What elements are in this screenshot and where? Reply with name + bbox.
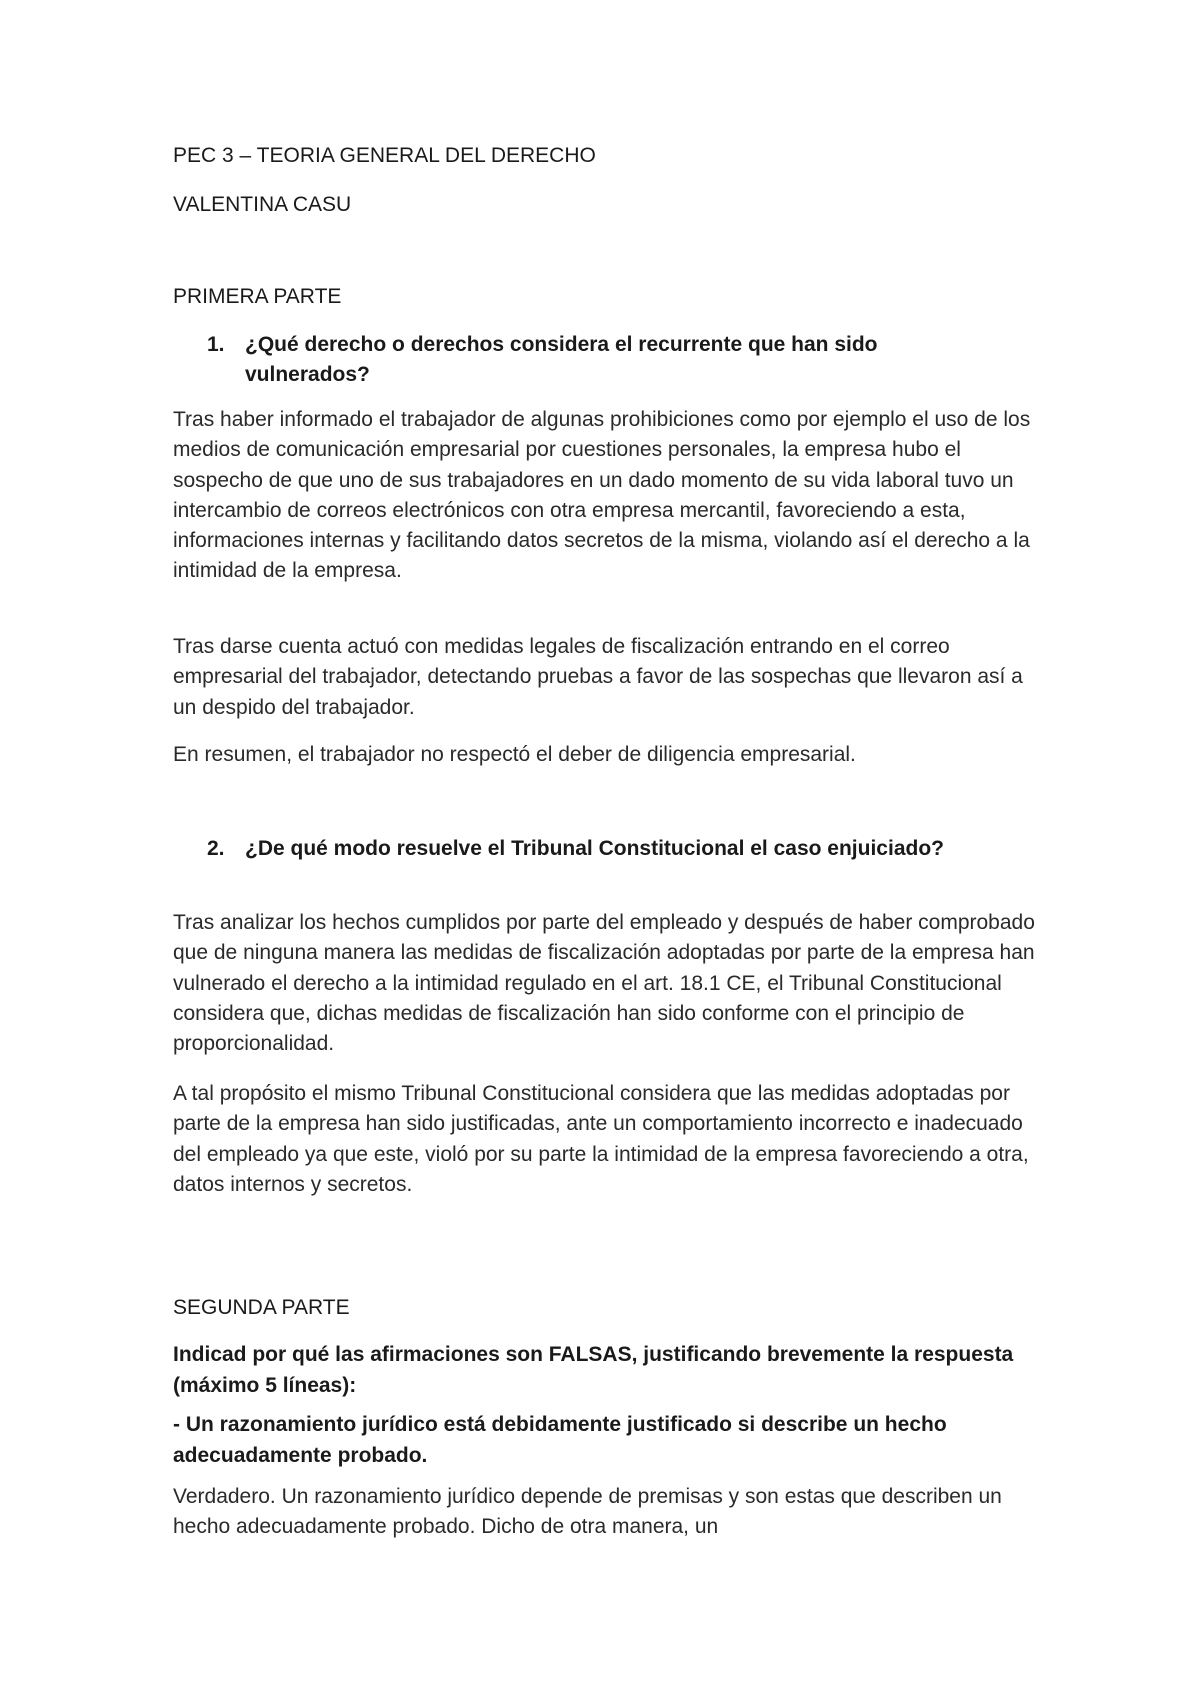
statement-1-answer: Verdadero. Un razonamiento jurídico depende de premisas y son estas que describen un hecho adecuadamente probado. Dicho de otra manera, un (173, 1485, 1002, 1539)
part1-heading: PRIMERA PARTE (173, 285, 342, 308)
question-1-number: 1. (207, 333, 225, 356)
author-name: VALENTINA CASU (173, 193, 352, 216)
question-2 (173, 834, 1053, 864)
q2-answer-paragraph-2: A tal propósito el mismo Tribunal Constitucional considera que las medidas adoptadas por parte de la empresa han sido justificadas, ante un comportamiento incorrecto e inadecuado del empleado ya que este, violó por su parte la intimidad de la empresa favoreciendo a otra, datos internos y secretos. (173, 1082, 1029, 1196)
statement-1: - Un razonamiento jurídico está debidamente justificado si describe un hecho adecuadamente probado. (173, 1413, 947, 1467)
question-1-text: ¿Qué derecho o derechos considera el recurrente que han sido vulnerados? (245, 333, 878, 386)
document-title: PEC 3 – TEORIA GENERAL DEL DERECHO (173, 144, 596, 167)
question-2-number: 2. (207, 837, 225, 860)
q1-answer-paragraph-2: Tras darse cuenta actuó con medidas legales de fiscalización entrando en el correo empresarial del trabajador, detectando pruebas a favor de las sospechas que llevaron así a un despido del trabajador. (173, 635, 1023, 719)
q1-answer-paragraph-3: En resumen, el trabajador no respectó el deber de diligencia empresarial. (173, 743, 856, 766)
q2-answer-paragraph-1: Tras analizar los hechos cumplidos por parte del empleado y después de haber comprobado que de ninguna manera las medidas de fiscalización adoptadas por parte de la empresa han vulnerado el derecho a la intimidad regulado en el art. 18.1 CE, el Tribunal Constitucional considera que, dichas medidas de fiscalización han sido conforme con el principio de proporcionalidad. (173, 911, 1035, 1056)
question-2-text: ¿De qué modo resuelve el Tribunal Constitucional el caso enjuiciado? (245, 837, 944, 860)
q1-answer-paragraph-1: Tras haber informado el trabajador de algunas prohibiciones como por ejemplo el uso de los medios de comunicación empresarial por cuestiones personales, la empresa hubo el sospecho de que uno de sus trabajadores en un dado momento de su vida laboral tuvo un intercambio de correos electrónicos con otra empresa mercantil, favoreciendo a esta, informaciones internas y facilitando datos secretos de la misma, violando así el derecho a la intimidad de la empresa. (173, 408, 1031, 583)
part2-heading: SEGUNDA PARTE (173, 1296, 350, 1319)
part2-instruction: Indicad por qué las afirmaciones son FALSAS, justificando brevemente la respuesta (máximo 5 líneas): (173, 1343, 1014, 1397)
question-1 (173, 330, 1053, 390)
